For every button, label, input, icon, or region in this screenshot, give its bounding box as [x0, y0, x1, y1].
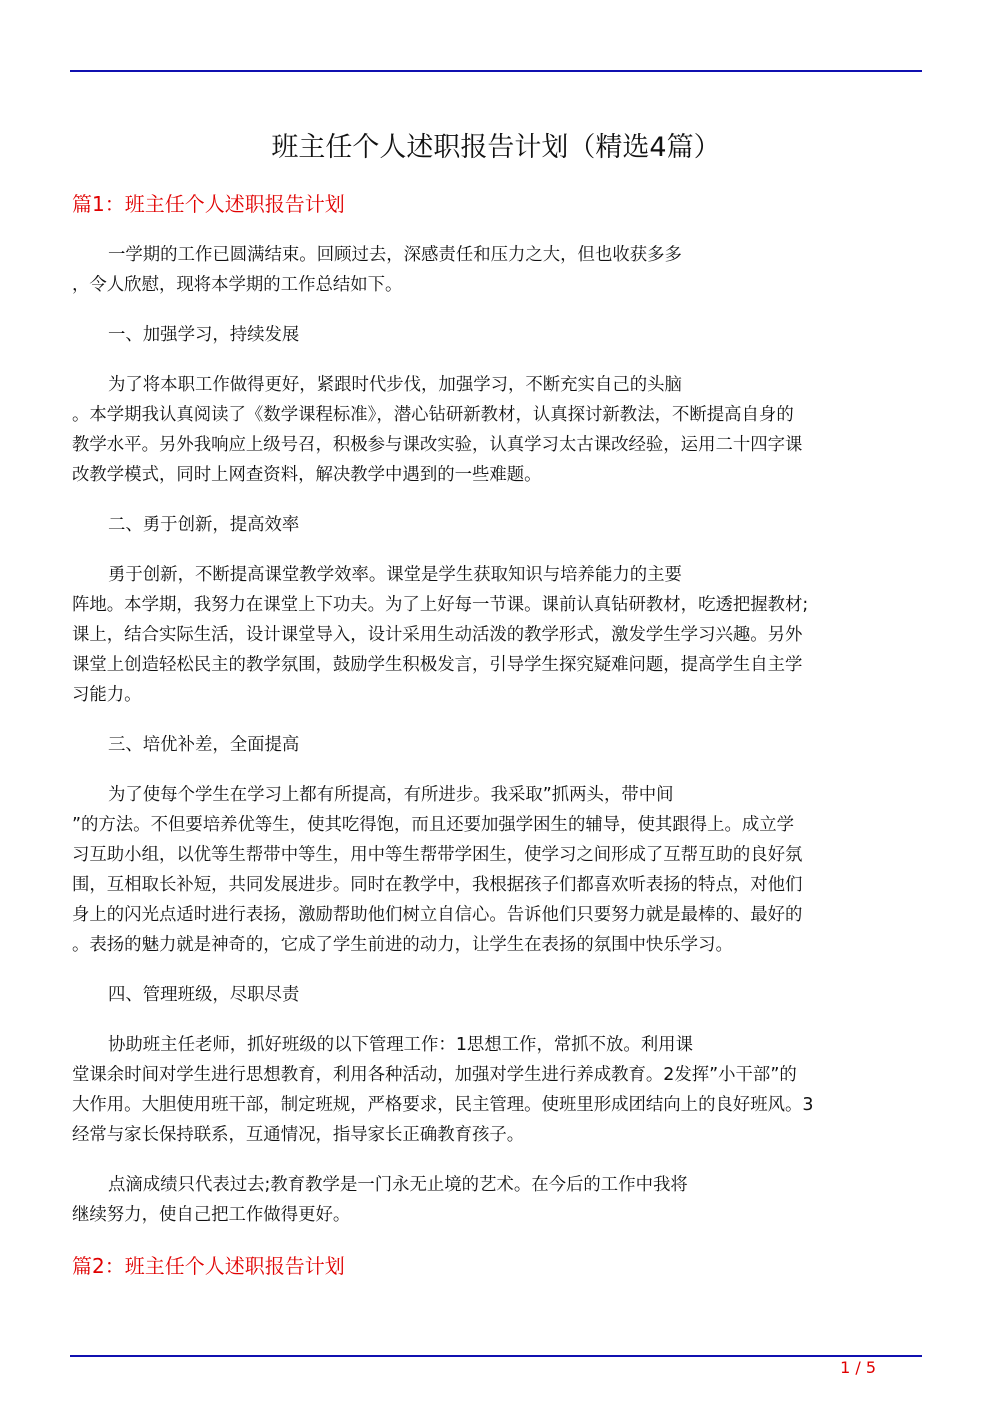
paragraph-line: 围，互相取长补短，共同发展进步。同时在教学中，我根据孩子们都喜欢听表扬的特点，对他们: [72, 875, 803, 895]
subheading-text: 三、培优补差，全面提高: [108, 735, 300, 755]
paragraph-line: 勇于创新，不断提高课堂教学效率。课堂是学生获取知识与培养能力的主要: [108, 565, 682, 585]
subheading: [72, 730, 922, 760]
paragraph-line: 为了使每个学生在学习上都有所提高，有所进步。我采取”抓两头，带中间: [108, 785, 674, 805]
paragraph-line: 协助班主任老师，抓好班级的以下管理工作：1思想工作，常抓不放。利用课: [108, 1035, 693, 1055]
paragraph-line: 改教学模式，同时上网查资料，解决教学中遇到的一些难题。: [72, 465, 542, 485]
page-number: 1 / 5: [840, 1358, 876, 1377]
paragraph-line: 阵地。本学期，我努力在课堂上下功夫。为了上好每一节课。课前认真钻研教材，吃透把握教材;: [72, 595, 809, 615]
paragraph-line: 经常与家长保持联系，互通情况，指导家长正确教育孩子。: [72, 1125, 525, 1145]
paragraph-line: 身上的闪光点适时进行表扬，激励帮助他们树立自信心。告诉他们只要努力就是最棒的、最好的: [72, 905, 803, 925]
paragraph-line: 课上，结合实际生活，设计课堂导入，设计采用生动活泼的教学形式，激发学生学习兴趣。另外: [72, 625, 803, 645]
paragraph-line: 继续努力，使自己把工作做得更好。: [72, 1205, 351, 1225]
paragraph-line: 习能力。: [72, 685, 142, 705]
subheading-text: 四、管理班级，尽职尽责: [108, 985, 300, 1005]
subheading: [72, 510, 922, 540]
paragraph-line: 点滴成绩只代表过去;教育教学是一门永无止境的艺术。在今后的工作中我将: [108, 1175, 688, 1195]
paragraph-line: 大作用。大胆使用班干部，制定班规，严格要求，民主管理。使班里形成团结向上的良好班风。3: [72, 1095, 814, 1115]
section-title: 篇2：班主任个人述职报告计划: [72, 1254, 345, 1278]
paragraph-line: ，令人欣慰，现将本学期的工作总结如下。: [72, 275, 403, 295]
subheading-text: 一、加强学习，持续发展: [108, 325, 300, 345]
paragraph-line: 为了将本职工作做得更好，紧跟时代步伐，加强学习，不断充实自己的头脑: [108, 375, 682, 395]
paragraph-line: 。表扬的魅力就是神奇的，它成了学生前进的动力，让学生在表扬的氛围中快乐学习。: [72, 935, 733, 955]
document-title: 班主任个人述职报告计划（精选4篇）: [271, 132, 721, 163]
paragraph: [72, 560, 922, 710]
paragraph: [72, 1030, 922, 1150]
paragraph-line: 课堂上创造轻松民主的教学氛围，鼓励学生积极发言，引导学生探究疑难问题，提高学生自主学: [72, 655, 803, 675]
paragraph: [72, 370, 922, 490]
paragraph-line: 。本学期我认真阅读了《数学课程标准》，潜心钻研新教材，认真探讨新教法，不断提高自身的: [72, 405, 794, 425]
paragraph-line: 教学水平。另外我响应上级号召，积极参与课改实验，认真学习太古课改经验，运用二十四字课: [72, 435, 803, 455]
header-rule: [70, 70, 922, 72]
paragraph-line: 一学期的工作已圆满结束。回顾过去，深感责任和压力之大，但也收获多多: [108, 245, 682, 265]
paragraph-line: 堂课余时间对学生进行思想教育，利用各种活动，加强对学生进行养成教育。2发挥”小干部”的: [72, 1065, 797, 1085]
paragraph-line: ”的方法。不但要培养优等生，使其吃得饱，而且还要加强学困生的辅导，使其跟得上。成立学: [72, 815, 795, 835]
section-title: 篇1：班主任个人述职报告计划: [72, 192, 345, 216]
subheading-text: 二、勇于创新，提高效率: [108, 515, 300, 535]
subheading: [72, 980, 922, 1010]
document-body: [72, 188, 922, 1302]
paragraph-line: 习互助小组，以优等生帮带中等生，用中等生帮带学困生，使学习之间形成了互帮互助的良好氛: [72, 845, 803, 865]
footer-rule: [70, 1355, 922, 1357]
subheading: [72, 320, 922, 350]
paragraph: [72, 240, 922, 300]
paragraph: [72, 1170, 922, 1230]
paragraph: [72, 780, 922, 960]
